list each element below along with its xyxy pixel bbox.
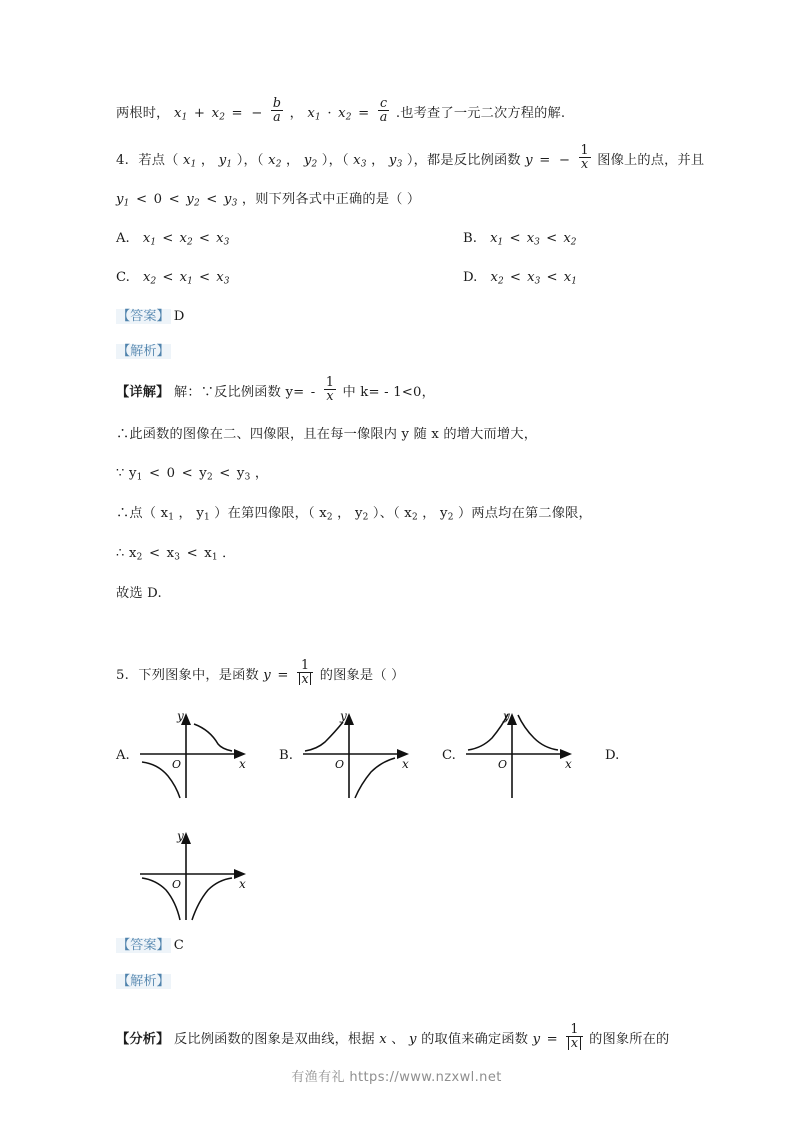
fraction-c-over-a	[378, 97, 390, 124]
q4-step4-y3: $y_2$	[440, 505, 454, 523]
option-a-v2: $x_2$	[179, 230, 193, 248]
q5-intro-part-3: 的图象所在的	[589, 1032, 670, 1048]
q4-cond-lt-1: <	[135, 191, 148, 207]
question-5-analysis-line	[116, 972, 686, 992]
option-c[interactable]	[116, 270, 229, 287]
fraction-denominator: x	[579, 157, 591, 171]
fraction-numerator: 1	[301, 656, 310, 672]
top-note-equals-2: =	[358, 106, 370, 122]
detail-tag: 【详解】	[116, 385, 170, 401]
fraction-denominator: a	[271, 110, 283, 124]
q4-step4-y2: $y_2$	[354, 505, 369, 523]
question-4-options-row-1	[116, 231, 686, 259]
q4-function-equals: =	[539, 152, 551, 168]
fraction-one-over-abs-x	[297, 656, 313, 686]
analysis-tag: 【解析】	[117, 344, 170, 360]
q4-detail-line-5	[116, 544, 686, 565]
top-note-x2-b: $x_2$	[338, 106, 352, 123]
q4-detail-line-4	[116, 504, 686, 525]
q4-step4-join: ）、（	[372, 505, 400, 521]
q5-intro-fn-equals: =	[546, 1032, 558, 1048]
axis-label-y: y	[339, 709, 347, 724]
graph-choice-d-label: D.	[605, 748, 620, 764]
q4-step5-end: ．	[222, 545, 236, 561]
option-c-v3: $x_3$	[216, 269, 230, 287]
q4-stem-part-1: 若点（	[138, 152, 179, 168]
q4-step4-y1: $y_1$	[196, 505, 210, 523]
q4-detail-line-3	[116, 464, 686, 485]
fraction-numerator: b	[272, 95, 282, 111]
fraction-numerator: 1	[580, 141, 589, 157]
q4-point-2-sep: ，	[286, 152, 300, 168]
q5-function-equals: =	[277, 667, 289, 683]
option-b-v3: $x_2$	[563, 230, 577, 248]
q4-step4-c3: ，	[422, 505, 436, 521]
question-4-stem-line-2	[116, 190, 686, 211]
option-b-op1: <	[509, 230, 521, 246]
fraction-one-over-x	[579, 141, 591, 171]
question-5-stem	[116, 656, 686, 689]
q4-detail-line-1	[116, 374, 686, 406]
fraction-one-over-x	[324, 376, 336, 403]
q4-cond-zero: 0	[153, 191, 163, 207]
axis-label-x: x	[564, 757, 572, 772]
option-a-v3: $x_3$	[216, 230, 230, 248]
graph-choice-a-label: A.	[116, 748, 130, 764]
graph-choice-c-label: C.	[442, 748, 456, 764]
option-b-op2: <	[546, 230, 558, 246]
question-5-answer-line	[116, 936, 686, 956]
fraction-denominator	[566, 1036, 582, 1050]
axis-label-y: y	[176, 709, 184, 724]
q4-step4-x3: $x_2$	[404, 505, 418, 523]
question-4-stem-line-1	[116, 141, 705, 174]
document-content	[116, 95, 705, 1053]
graph-d-svg	[134, 820, 252, 925]
option-b[interactable]	[463, 231, 577, 248]
top-note-line	[116, 95, 686, 127]
option-c-op2: <	[199, 269, 211, 285]
option-a-label: A.	[116, 230, 130, 246]
top-note-lead: 两根时，	[116, 106, 170, 122]
q4-point-1-y: $y_1$	[218, 152, 233, 170]
question-5-graph-row-1	[116, 708, 686, 804]
option-a-v1: $x_1$	[142, 230, 157, 248]
fraction-denominator: x	[324, 389, 336, 403]
q5-intro-x: x	[379, 1032, 387, 1048]
axis-label-x: x	[239, 877, 246, 892]
fraction-numerator: c	[379, 95, 388, 111]
top-note-x1: $x_1$	[173, 106, 188, 123]
option-a[interactable]	[116, 231, 229, 248]
graph-choice-d-label-wrap[interactable]	[605, 708, 623, 763]
q4-detail-mid: 中 k= - 1<0，	[342, 385, 436, 401]
q4-step5-lt-1: <	[148, 545, 161, 561]
q4-step3-y3: $y_3$	[236, 465, 251, 483]
top-note-plus: +	[193, 106, 206, 122]
q4-step3-y1: $y_1$	[129, 465, 143, 483]
q4-step3-lt-3: <	[219, 465, 231, 481]
q4-cond-lt-3: <	[206, 191, 218, 207]
axis-label-x: x	[401, 757, 409, 772]
graph-choice-c[interactable]	[442, 708, 578, 800]
q4-stem-part-4: ），都是反比例函数	[406, 152, 521, 168]
option-d-op2: <	[546, 269, 558, 285]
q4-step4-pre: ∴点（	[116, 505, 157, 521]
option-b-v2: $x_3$	[526, 230, 540, 248]
option-d-v3: $x_1$	[563, 269, 577, 287]
answer-tag: 【答案】	[117, 938, 170, 954]
q4-detail-lead: 解：∵反比例函数	[173, 385, 282, 401]
answer-value: D	[173, 308, 185, 324]
graph-choice-d[interactable]	[134, 820, 252, 925]
q4-step5-x1: $x_1$	[204, 545, 218, 563]
q4-step4-x1: $x_1$	[160, 505, 175, 523]
top-note-comma: ，	[289, 106, 303, 122]
top-note-equals-1: =	[231, 106, 243, 122]
q4-step5-pre: ∴	[116, 545, 125, 561]
option-b-label: B.	[463, 230, 477, 246]
graph-a-svg	[134, 708, 252, 800]
absolute-value-x: x	[299, 673, 311, 686]
top-note-x2: $x_2$	[211, 106, 226, 123]
q4-stem-part-3: ），（	[321, 152, 349, 168]
graph-choice-b-label: B.	[279, 748, 293, 764]
q4-stem-part-5: 图像上的点，并且	[597, 152, 705, 168]
top-note-x1-b: $x_1$	[307, 106, 321, 123]
q4-step4-c2: ，	[337, 505, 351, 521]
graph-choice-b[interactable]	[279, 708, 415, 800]
q4-function-minus: −	[558, 152, 571, 168]
option-a-op2: <	[198, 230, 210, 246]
fraction-b-over-a	[271, 97, 283, 124]
option-d-v2: $x_3$	[527, 269, 541, 287]
top-note-dot: ·	[327, 106, 332, 122]
q4-step3-zero: 0	[166, 465, 176, 481]
option-c-label: C.	[116, 269, 130, 285]
q4-point-3-x: $x_3$	[353, 152, 367, 170]
option-c-op1: <	[162, 269, 174, 285]
q4-step4-c1: ，	[178, 505, 192, 521]
q5-intro-part-1: 反比例函数的图象是双曲线，根据	[173, 1032, 375, 1048]
q4-point-3-sep: ，	[371, 152, 385, 168]
q4-step3-lt-2: <	[181, 465, 193, 481]
analysis-tag: 【解析】	[117, 974, 170, 990]
question-4-number: 4.	[116, 152, 129, 168]
q4-point-1-sep: ，	[200, 152, 215, 168]
axis-label-origin: O	[497, 758, 507, 772]
option-c-v1: $x_2$	[143, 269, 157, 287]
q4-step5-lt-2: <	[186, 545, 198, 561]
axis-label-origin: O	[172, 878, 182, 892]
q4-stem-part-2: ），（	[236, 152, 264, 168]
q4-function-y: y	[525, 152, 533, 168]
option-a-op1: <	[162, 230, 174, 246]
graph-b-svg	[297, 708, 415, 800]
axis-label-y: y	[177, 829, 184, 844]
q4-detail-line-2: ∴此函数的图像在二、四像限，且在每一像限内 y 随 x 的增大而增大，	[116, 427, 538, 443]
answer-tag: 【答案】	[117, 308, 170, 324]
question-4-answer-line	[116, 307, 686, 327]
q4-step3-y2: $y_2$	[199, 465, 213, 483]
q4-cond-y1: $y_1$	[116, 191, 130, 209]
graph-c-svg	[460, 708, 578, 800]
q4-point-2-y: $y_2$	[303, 152, 318, 170]
question-4-options-row-2	[116, 270, 686, 298]
q5-stem-part-2: 的图象是（ ）	[319, 667, 405, 683]
q4-step3-pre: ∵	[116, 465, 125, 481]
q4-step4-x2: $x_2$	[319, 505, 333, 523]
q5-intro-y: y	[409, 1032, 417, 1048]
option-d-op1: <	[509, 269, 521, 285]
intro-tag: 【分析】	[116, 1032, 170, 1048]
q4-step3-end: ，	[254, 465, 269, 481]
q4-stem-part-6: ，则下列各式中正确的是（ ）	[241, 191, 421, 207]
fraction-numerator: 1	[570, 1021, 579, 1037]
q4-cond-y2: $y_2$	[186, 191, 200, 209]
q4-detail-minus: -	[310, 385, 316, 401]
answer-value: C	[173, 938, 184, 954]
q5-intro-part-2: 的取值来确定函数	[421, 1032, 529, 1048]
option-d[interactable]	[463, 270, 577, 287]
q4-cond-lt-2: <	[168, 191, 180, 207]
q4-detail-y: y=	[285, 385, 305, 401]
q4-point-2-x: $x_2$	[268, 152, 282, 170]
absolute-value-x: x	[568, 1037, 580, 1050]
axis-label-origin: O	[171, 758, 181, 772]
fraction-denominator: a	[379, 109, 388, 125]
graph-choice-a[interactable]	[116, 708, 252, 800]
q4-conclusion: 故选 D.	[116, 585, 162, 601]
q5-intro-fn-y: y	[532, 1032, 541, 1048]
q4-cond-y3: $y_3$	[223, 191, 238, 209]
q4-step3-lt-1: <	[148, 465, 161, 481]
q4-step4-mid: ）在第四像限，（	[214, 505, 315, 521]
axis-label-y: y	[502, 709, 510, 724]
footer-watermark: 有渔有礼 https://www.nzxwl.net	[291, 1070, 502, 1085]
q4-step5-x2: $x_2$	[129, 545, 143, 563]
option-b-v1: $x_1$	[490, 230, 504, 248]
axis-label-x: x	[238, 757, 246, 772]
question-4-analysis-line	[116, 342, 686, 362]
question-5-graph-row-2	[116, 820, 686, 932]
q4-point-3-y: $y_3$	[388, 152, 403, 170]
option-d-v1: $x_2$	[490, 269, 504, 287]
question-5-number: 5.	[116, 667, 129, 683]
q4-point-1-x: $x_1$	[182, 152, 197, 170]
option-d-label: D.	[463, 269, 478, 285]
q5-stem-part-1: 下列图象中，是函数	[138, 667, 259, 683]
axis-label-origin: O	[334, 758, 344, 772]
fraction-numerator: 1	[325, 374, 335, 390]
top-note-minus: −	[251, 106, 263, 122]
top-note-tail: .也考查了一元二次方程的解.	[395, 106, 566, 122]
fraction-denominator	[297, 672, 313, 686]
q4-step4-end: ）两点均在第二像限，	[458, 505, 592, 521]
q5-intro-line	[116, 1021, 686, 1053]
option-c-v2: $x_1$	[179, 269, 193, 287]
q5-intro-sep: 、	[391, 1032, 405, 1048]
q5-function-y: y	[263, 667, 271, 683]
fraction-one-over-abs-x	[566, 1023, 582, 1050]
q4-step5-x3: $x_3$	[166, 545, 181, 563]
